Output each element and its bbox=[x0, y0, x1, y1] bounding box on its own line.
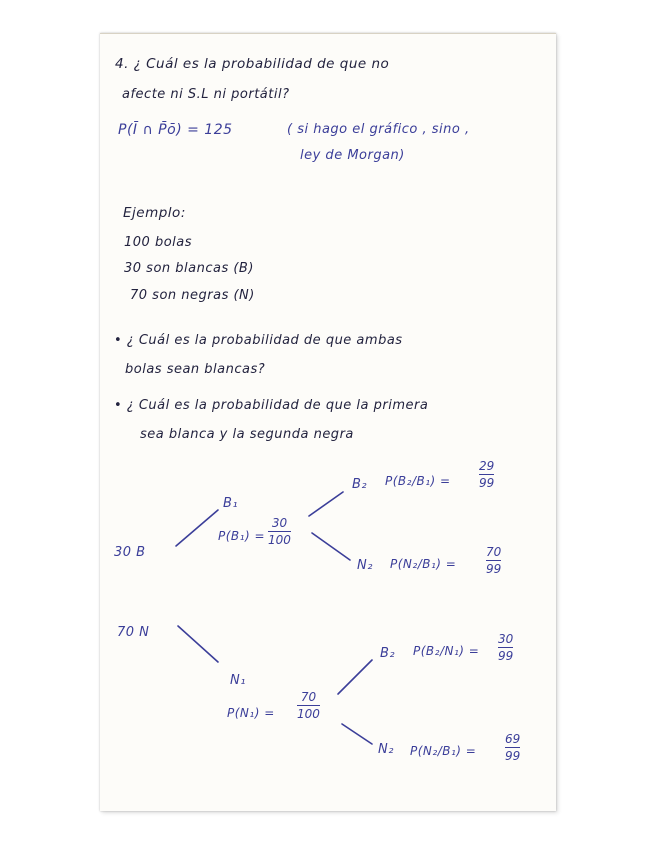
example-item-3: 70 son negras (N) bbox=[130, 288, 255, 303]
example-item-1: 100 bolas bbox=[124, 235, 193, 250]
tree2-node-fraction bbox=[297, 690, 320, 721]
question2-line2: sea blanca y la segunda negra bbox=[140, 427, 354, 442]
tree1-root: 30 B bbox=[114, 545, 146, 560]
tree1-bottom-label: N₂ bbox=[357, 558, 373, 573]
tree1-bottom-fraction bbox=[486, 545, 501, 576]
tree1-root-branch bbox=[176, 510, 218, 546]
tree1-node: B₁ bbox=[223, 496, 239, 511]
tree2-bottom-label: N₂ bbox=[378, 742, 394, 757]
tree1-bottom-denominator: 99 bbox=[486, 562, 502, 576]
tree2-bottom-prob: P(N₂/B₁) = bbox=[410, 744, 477, 758]
tree1-top-numerator: 29 bbox=[479, 459, 495, 473]
fraction-bar bbox=[498, 647, 513, 648]
tree1-top-prob: P(B₂/B₁) = bbox=[385, 474, 451, 488]
fraction-bar bbox=[297, 705, 320, 706]
question4-line2: afecte ni S.L ni portátil? bbox=[122, 87, 290, 102]
tree1-top-denominator: 99 bbox=[479, 476, 495, 490]
question4-note1: ( si hago el gráfico , sino , bbox=[287, 122, 470, 137]
tree2-top-numerator: 30 bbox=[498, 632, 514, 646]
tree1-bottom-numerator: 70 bbox=[486, 545, 502, 559]
tree2-top-fraction bbox=[498, 632, 513, 663]
tree1-node-fraction bbox=[268, 516, 291, 547]
tree1-top-label: B₂ bbox=[352, 477, 368, 492]
fraction-bar bbox=[479, 474, 494, 475]
tree2-top-prob: P(B₂/N₁) = bbox=[413, 644, 480, 658]
tree2-node-numerator: 70 bbox=[300, 690, 317, 704]
tree2-node-denominator: 100 bbox=[297, 707, 320, 721]
fraction-bar bbox=[486, 560, 501, 561]
tree2-root-branch bbox=[178, 626, 218, 662]
tree2-node-prob: P(N₁) = bbox=[227, 706, 275, 720]
tree1-node-prob: P(B₁) = bbox=[218, 529, 266, 543]
tree2-bottom-denominator: 99 bbox=[505, 749, 521, 763]
question1-line2: bolas sean blancas? bbox=[125, 362, 266, 377]
tree2-root: 70 N bbox=[117, 625, 150, 640]
fraction-bar bbox=[268, 531, 291, 532]
tree2-top-label: B₂ bbox=[380, 646, 396, 661]
question4-note2: ley de Morgan) bbox=[300, 148, 405, 163]
tree1-node-numerator: 30 bbox=[271, 516, 288, 530]
example-heading: Ejemplo: bbox=[123, 205, 186, 221]
example-item-2: 30 son blancas (B) bbox=[124, 261, 254, 276]
tree1-node-denominator: 100 bbox=[268, 533, 291, 547]
tree1-bottom-branch bbox=[312, 533, 350, 560]
question4-line1: 4. ¿ Cuál es la probabilidad de que no bbox=[115, 56, 390, 72]
tree1-top-fraction bbox=[479, 459, 494, 490]
tree2-bottom-branch bbox=[342, 724, 372, 744]
tree2-top-denominator: 99 bbox=[498, 649, 514, 663]
question4-formula: P(Ī ∩ P̄ō) = 125 bbox=[118, 122, 233, 138]
fraction-bar bbox=[505, 747, 520, 748]
tree2-bottom-numerator: 69 bbox=[505, 732, 521, 746]
tree1-top-branch bbox=[309, 492, 343, 516]
tree2-bottom-fraction bbox=[505, 732, 520, 763]
tree2-node: N₁ bbox=[230, 673, 246, 688]
tree1-bottom-prob: P(N₂/B₁) = bbox=[390, 557, 457, 571]
tree2-top-branch bbox=[338, 660, 372, 694]
question1-line1: • ¿ Cuál es la probabilidad de que ambas bbox=[114, 333, 403, 348]
question2-line1: • ¿ Cuál es la probabilidad de que la primera bbox=[114, 398, 429, 413]
